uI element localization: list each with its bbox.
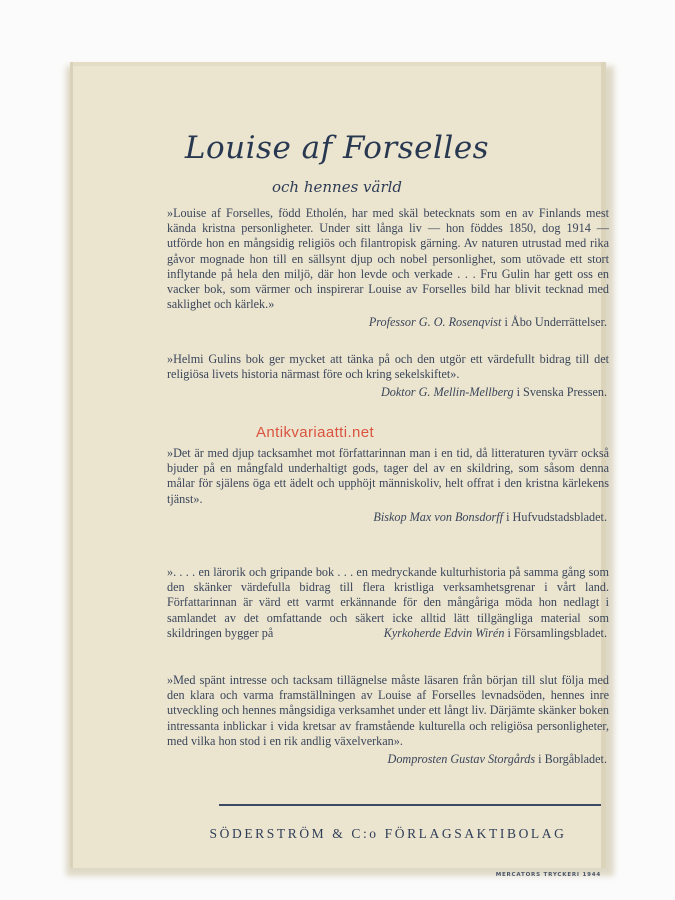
review-quote-4 [167, 565, 609, 641]
watermark: Antikvariaatti.net [256, 424, 375, 441]
quote-author: Biskop Max von Bonsdorff [373, 509, 504, 524]
review-quote-2 [167, 352, 609, 401]
quote-author: Doktor G. Mellin-Mellberg [381, 385, 514, 400]
quote-text: »Med spänt intresse och tacksam tillägnelse måste läsaren från början till slut följa med den klara och varma framställningen av Louise af Forselles levnadsöden, hennes inre utveckling och hennes mångsidiga verksamhet under ett långt liv. Därjämte skänker boken intressanta inblickar i vida kretsar av framstående kulturella och religiösa personligheter, med vilka hon stod i en rik andlig växelverkan». [167, 673, 609, 748]
cover-top-edge [73, 62, 601, 66]
review-quote-5 [167, 673, 609, 767]
book-subtitle: och hennes värld [271, 178, 403, 196]
quote-source: i Borgåbladet. [538, 752, 607, 767]
quote-text: »Det är med djup tacksamhet mot författarinnan man i en tid, då litteraturen tyvärr också bjuder på en mångfald underhaltigt gods, tager del av en skildring, som såsom denna målar för själens öga ett ädelt och upphöjt människoliv, helt offrat i den kristna kärlekens tjänst». [167, 446, 609, 506]
quote-text: ». . . . en lärorik och gripande bok . . . en medryckande kulturhistoria på samma gång som den skänker värdefulla bidrag till flera kristliga verksamhetsgrenar i vårt land. Författarinnan är värd ett varmt erkännande för den mångåriga möda hon nedlagt i samlandet av det omfattande och säkert icke alltid lätt tillgängliga material som skildringen bygger på [167, 565, 609, 640]
quote-attribution [167, 752, 609, 767]
quote-source: i Svenska Pressen. [516, 385, 607, 400]
printer-imprint: MERCATORS TRYCKERI 1944 [495, 872, 601, 878]
quote-attribution [167, 510, 609, 525]
divider-rule [219, 804, 601, 806]
quote-text: »Helmi Gulins bok ger mycket att tänka på och den utgör ett värdefullt bidrag till det religiösa livets historia närmast före och kring sekelskiftet». [167, 352, 609, 382]
review-quote-1 [167, 206, 609, 331]
quote-source: i Åbo Underrättelser. [504, 315, 607, 330]
publisher-name: SÖDERSTRÖM & C:o FÖRLAGSAKTIBOLAG [209, 826, 567, 841]
book-title: Louise af Forselles [184, 130, 490, 166]
quote-author: Kyrkoherde Edvin Wirén [383, 626, 505, 641]
quote-attribution [167, 385, 609, 400]
quote-text: »Louise af Forselles, född Etholén, har med skäl betecknats som en av Finlands mest kända kristna personligheter. Under sitt långa liv — hon föddes 1850, dog 1914 — utförde hon en mångsidig religiös och filantropisk gärning. Av naturen utrustad med rika gåvor mognade hon till en sällsynt djup och nobel personlighet, som utövade ett stort inflytande på hela den miljö, där hon levde och verkade . . . Fru Gulin har gett oss en vacker bok, som värmer och inspirerar Louise av Forselles bild har blivit tecknad med saklighet och kärlek.» [167, 206, 609, 312]
quote-source: i Hufvudstadsbladet. [506, 509, 607, 524]
quote-source: i Församlingsbladet. [507, 626, 607, 641]
book-back-cover [70, 62, 609, 878]
quote-author: Domprosten Gustav Storgårds [387, 752, 536, 767]
quote-attribution [167, 315, 609, 330]
quote-author: Professor G. O. Rosenqvist [368, 315, 502, 330]
review-quote-3 [167, 446, 609, 525]
